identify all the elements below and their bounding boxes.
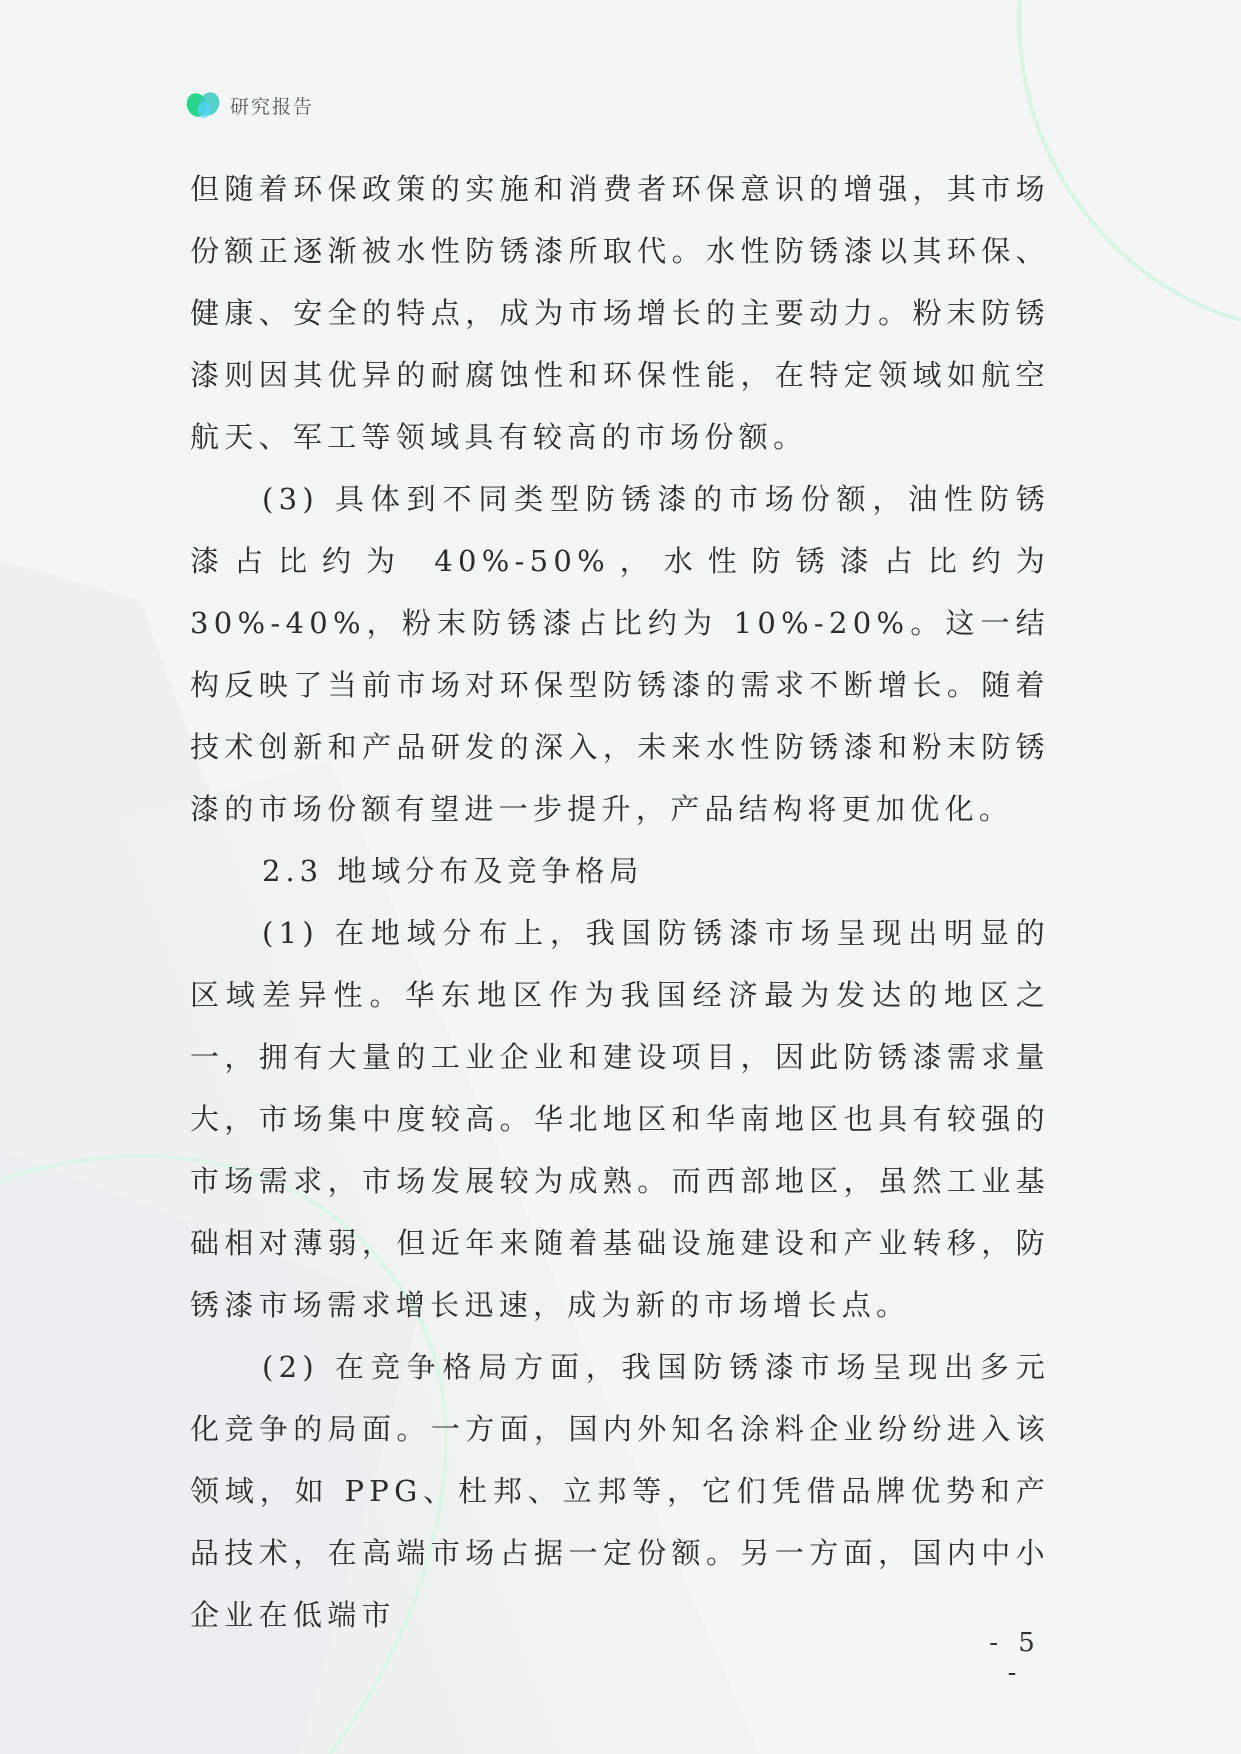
report-header <box>186 88 314 122</box>
paragraph-regional-distribution: (1) 在地域分布上，我国防锈漆市场呈现出明显的区域差异性。华东地区作为我国经济最为发达的地区之一，拥有大量的工业企业和建设项目，因此防锈漆需求量大，市场集中度较高。华北地区和华南地区也具有较强的市场需求，市场发展较为成熟。而西部地区，虽然工业基础相对薄弱，但近年来随着基础设施建设和产业转移，防锈漆市场需求增长迅速，成为新的市场增长点。 <box>190 916 1050 1322</box>
brand-logo-icon <box>186 90 222 120</box>
paragraph-competition: (2) 在竞争格局方面，我国防锈漆市场呈现出多元化竞争的局面。一方面，国内外知名涂料企业纷纷进入该领域，如 PPG、杜邦、立邦等，它们凭借品牌优势和产品技术，在高端市场占据一定份额。另一方面，国内中小企业在低端市 <box>190 1350 1050 1632</box>
section-heading: 2.3 地域分布及竞争格局 <box>262 854 644 888</box>
paragraph-market-share: (3) 具体到不同类型防锈漆的市场份额，油性防锈漆占比约为 40%-50%，水性防锈漆占比约为 30%-40%，粉末防锈漆占比约为 10%-20%。这一结构反映了当前市场对环保型防锈漆的需求不断增长。随着技术创新和产品研发的深入，未来水性防锈漆和粉末防锈漆的市场份额有望进一步提升，产品结构将更加优化。 <box>190 482 1050 826</box>
header-title: 研究报告 <box>230 95 315 118</box>
report-body <box>190 158 1050 1646</box>
page-number: - 5 - <box>989 1628 1041 1688</box>
paragraph-continued: 但随着环保政策的实施和消费者环保意识的增强，其市场份额正逐渐被水性防锈漆所取代。水性防锈漆以其环保、健康、安全的特点，成为市场增长的主要动力。粉末防锈漆则因其优异的耐腐蚀性和环保性能，在特定领域如航空航天、军工等领域具有较高的市场份额。 <box>190 172 1050 454</box>
